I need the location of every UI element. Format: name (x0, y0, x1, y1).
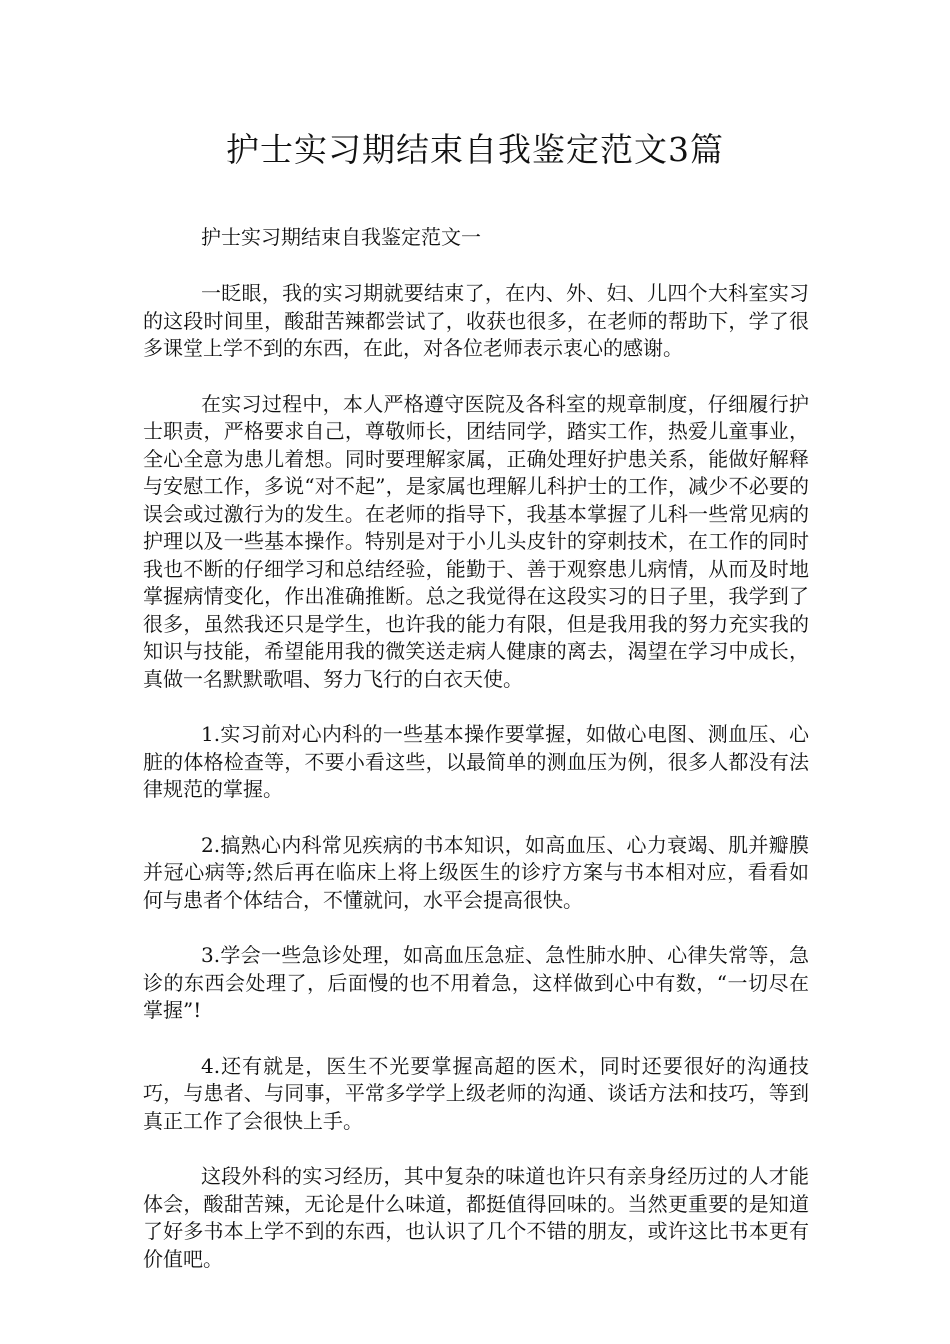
paragraph-tip-1: 1.实习前对心内科的一些基本操作要掌握，如做心电图、测血压、心脏的体格检查等，不要小看这些，以最简单的测血压为例，很多人都没有法律规范的掌握。 (143, 722, 809, 801)
paragraph-intro: 一眨眼，我的实习期就要结束了，在内、外、妇、儿四个大科室实习的这段时间里，酸甜苦辣都尝试了，收获也很多，在老师的帮助下，学了很多课堂上学不到的东西，在此，对各位老师表示衷心的感谢。 (143, 281, 809, 360)
paragraph-internship-process: 在实习过程中，本人严格遵守医院及各科室的规章制度，仔细履行护士职责，严格要求自己，尊敬师长，团结同学，踏实工作，热爱儿童事业，全心全意为患儿着想。同时要理解家属，正确处理好护患关系，能做好解释与安慰工作，多说“对不起”，是家属也理解儿科护士的工作，减少不必要的误会或过激行为的发生。在老师的指导下，我基本掌握了儿科一些常见病的护理以及一些基本操作。特别是对于小儿头皮针的穿刺技术，在工作的同时我也不断的仔细学习和总结经验，能勤于、善于观察患儿病情，从而及时地掌握病情变化，作出准确推断。总之我觉得在这段实习的日子里，我学到了很多，虽然我还只是学生，也许我的能力有限，但是我用我的努力充实我的知识与技能，希望能用我的微笑送走病人健康的离去，渴望在学习中成长，真做一名默默歌唱、努力飞行的白衣天使。 (143, 391, 809, 691)
paragraph-conclusion: 这段外科的实习经历，其中复杂的味道也许只有亲身经历过的人才能体会，酸甜苦辣，无论是什么味道，都挺值得回味的。当然更重要的是知道了好多书本上学不到的东西，也认识了几个不错的朋友，或许这比书本更有价值吧。 (143, 1164, 809, 1271)
paragraph-tip-4: 4.还有就是，医生不光要掌握高超的医术，同时还要很好的沟通技巧，与患者、与同事，平常多学学上级老师的沟通、谈话方法和技巧，等到真正工作了会很快上手。 (143, 1053, 809, 1133)
paragraph-tip-3: 3.学会一些急诊处理，如高血压急症、急性肺水肿、心律失常等，急诊的东西会处理了，后面慢的也不用着急，这样做到心中有数，“一切尽在掌握”! (143, 943, 809, 1022)
section-heading: 护士实习期结束自我鉴定范文一 (201, 225, 481, 249)
page-title: 护士实习期结束自我鉴定范文3篇 (226, 130, 724, 169)
document-body (143, 222, 809, 1301)
paragraph-tip-2: 2.搞熟心内科常见疾病的书本知识，如高血压、心力衰竭、肌并瓣膜并冠心病等;然后再在临床上将上级医生的诊疗方案与书本相对应，看看如何与患者个体结合，不懂就问，水平会提高很快。 (143, 832, 809, 912)
